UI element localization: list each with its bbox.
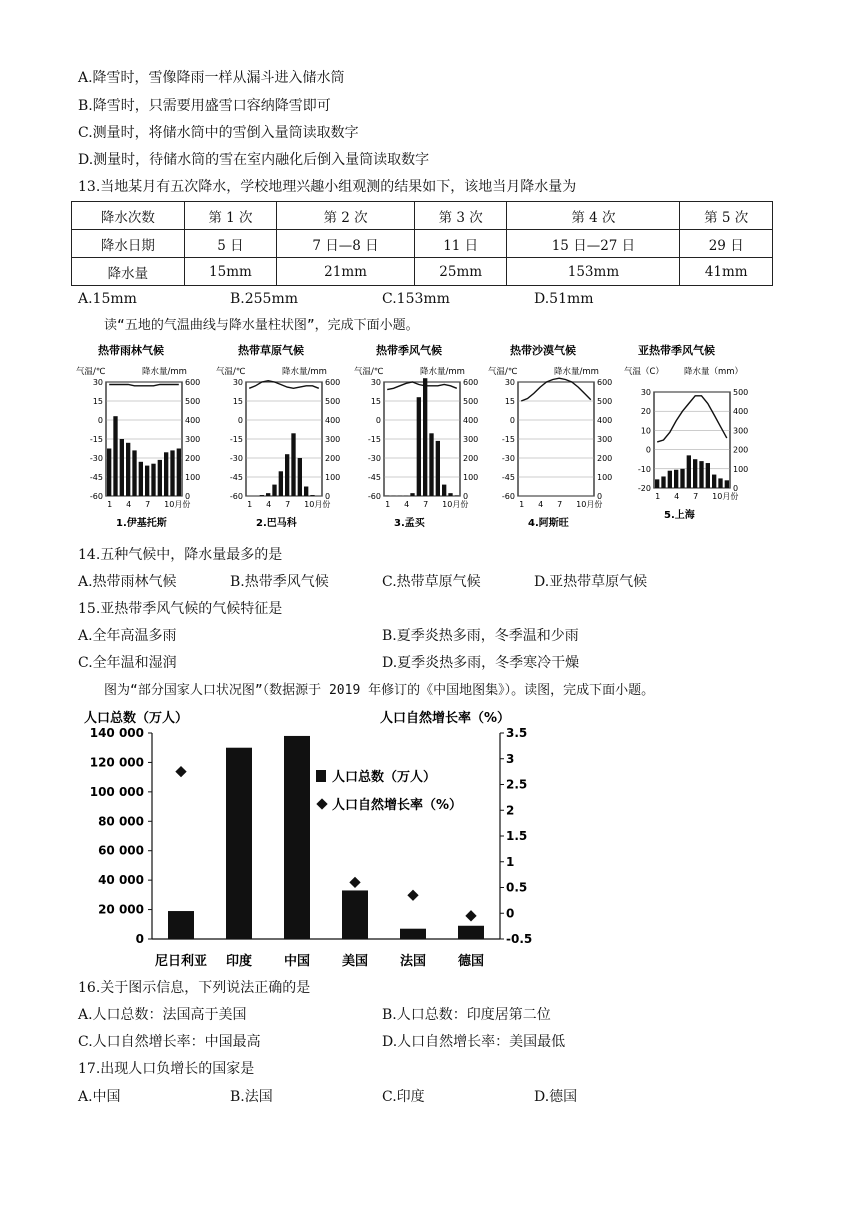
rain-bar [725,480,729,488]
temp-tick-label: -30 [229,454,243,463]
temp-axis-label: 气温（C） [624,367,664,377]
legend-bar-label: 人口总数（万人） [332,770,437,785]
category-label: 尼日利亚 [154,954,208,969]
rain-tick-label: 200 [325,454,341,463]
month-tick-label: 4 [126,500,132,509]
legend-bar-swatch [316,770,326,782]
month-tick-label: 10月份 [304,500,331,509]
rain-bar [304,487,308,497]
right-tick-label: 1.5 [506,829,528,843]
q13-stem: 13.当地某月有五次降水，学校地理兴趣小组观测的结果如下，该地当月降水量为 [78,179,577,195]
population-intro: 图为“部分国家人口状况图”（数据源于 2019 年修订的《中国地图集》）。读图，完成下面小题。 [104,683,655,698]
left-tick-label: 0 [135,932,144,946]
rain-tick-label: 400 [185,416,201,425]
rain-axis-label: 降水量/mm [282,367,327,377]
rain-bar [455,495,459,496]
rain-tick-label: 400 [325,416,341,425]
q14-option-d: D.亚热带草原气候 [534,574,648,590]
rain-bar [699,461,703,488]
q16-stem: 16.关于图示信息，下列说法正确的是 [78,980,311,996]
q17-option-b: B.法国 [230,1089,273,1105]
rain-bar [417,397,421,496]
left-axis-title: 人口总数（万人） [84,711,189,726]
right-tick-label: 0 [506,906,515,921]
rain-tick-label: 100 [733,464,749,474]
rain-bar [145,466,149,496]
climate-title: 热带雨林气候 [98,344,164,357]
rain-bar [272,485,276,496]
rain-axis-label: 降水量/mm [554,367,599,377]
rain-tick-label: 200 [597,454,613,463]
climate-panel [488,343,612,529]
temp-tick-label: 30 [232,378,243,387]
rain-bar [706,463,710,488]
table-cell: 29 日 [680,230,773,258]
q15-option-c: C.全年温和湿润 [78,655,177,671]
rain-tick-label: 400 [597,416,613,425]
q15-stem: 15.亚热带季风气候的气候特征是 [78,601,283,617]
q14-option-c: C.热带草原气候 [382,574,481,590]
table-cell: 降水次数 [72,202,185,230]
rain-tick-label: 500 [463,397,479,406]
table-cell: 第 5 次 [680,202,773,230]
category-label: 法国 [399,954,427,969]
rain-tick-label: 600 [185,378,201,387]
month-tick-label: 10月份 [576,500,603,509]
table-cell: 153mm [507,258,680,286]
table-cell: 21mm [277,258,415,286]
climate-caption: 4.阿斯旺 [528,518,569,529]
climate-caption: 3.孟买 [394,518,425,529]
month-tick-label: 10月份 [442,500,469,509]
temp-tick-label: -45 [501,473,515,482]
q16-option-a: A.人口总数：法国高于美国 [78,1007,247,1023]
q14-stem: 14.五种气候中，降水量最多的是 [78,547,283,563]
rain-tick-label: 600 [325,378,341,387]
left-tick-label: 140 000 [89,726,144,740]
temp-tick-label: 10 [640,426,651,436]
table-cell: 7 日—8 日 [277,230,415,258]
table-cell: 15mm [184,258,277,286]
table-cell: 第 1 次 [184,202,277,230]
left-tick-label: 40 000 [98,873,144,888]
table-cell: 降水日期 [72,230,185,258]
rain-bar [310,495,314,496]
population-bar [400,929,426,939]
rain-tick-label: 300 [733,426,749,436]
rainfall-table [71,201,773,286]
rain-bar [429,433,433,496]
temp-tick-label: -30 [367,454,381,463]
q13-option-a: A.15mm [78,291,137,307]
temp-tick-label: 30 [640,388,651,397]
month-tick-label: 10月份 [712,492,739,501]
month-tick-label: 7 [423,500,429,509]
month-tick-label: 1 [385,500,391,509]
temp-tick-label: 0 [645,445,651,455]
rain-axis-label: 降水量（mm） [684,367,744,377]
rain-bar [442,485,446,496]
temp-tick-label: 30 [92,378,103,387]
temp-tick-label: 0 [375,416,381,425]
climate-title: 热带季风气候 [376,344,442,357]
temp-tick-label: 0 [97,416,103,425]
rain-tick-label: 500 [185,397,201,406]
rain-bar [260,495,264,496]
q15-option-b: B.夏季炎热多雨，冬季温和少雨 [382,628,579,644]
rain-tick-label: 200 [463,454,479,463]
table-cell: 第 3 次 [414,202,507,230]
rain-tick-label: 100 [325,473,341,482]
rain-tick-label: 600 [463,378,479,387]
q17-option-c: C.印度 [382,1089,425,1105]
month-tick-label: 7 [693,492,699,501]
rain-bar [158,460,162,496]
rain-bar [410,493,414,496]
temp-tick-label: 15 [92,397,103,406]
climate-panel [76,343,200,529]
rain-tick-label: 0 [733,484,739,493]
temp-tick-label: -30 [501,454,515,463]
table-cell: 11 日 [414,230,507,258]
q17-option-d: D.德国 [534,1089,578,1105]
temp-tick-label: 15 [232,397,243,406]
rain-bar [164,452,168,496]
legend-diamond-label: 人口自然增长率（%） [332,798,463,813]
rain-tick-label: 400 [733,407,749,417]
temp-tick-label: -45 [367,473,381,482]
temp-tick-label: 30 [370,378,381,387]
growth-rate-point [175,766,186,777]
rain-tick-label: 100 [597,473,613,482]
legend-diamond-swatch [316,798,327,809]
table-cell: 5 日 [184,230,277,258]
month-tick-label: 10月份 [164,500,191,509]
temp-tick-label: -45 [229,473,243,482]
left-tick-label: 100 000 [89,784,144,799]
rain-bar [718,478,722,488]
climate-intro: 读“五地的气温曲线与降水量柱状图”，完成下面小题。 [104,318,419,333]
climate-charts [76,340,756,540]
rain-bar [693,459,697,488]
category-label: 德国 [457,954,485,969]
month-tick-label: 1 [247,500,253,509]
temp-axis-label: 气温/℃ [488,367,518,377]
rain-bar [668,471,672,488]
temp-tick-label: -15 [229,435,243,444]
table-row [72,202,773,230]
table-cell: 第 2 次 [277,202,415,230]
temp-tick-label: 0 [237,416,243,425]
left-tick-label: 60 000 [98,843,144,858]
rain-bar [177,449,181,497]
climate-title: 热带沙漠气候 [510,344,576,357]
rain-tick-label: 200 [185,454,201,463]
q15-option-d: D.夏季炎热多雨，冬季寒冷干燥 [382,655,580,671]
q12-option-a: A.降雪时，雪像降雨一样从漏斗进入储水筒 [78,70,345,86]
rain-tick-label: 500 [325,397,341,406]
climate-panel [354,343,478,529]
temp-axis-label: 气温/℃ [76,367,106,377]
temp-tick-label: -15 [89,435,103,444]
plot-frame [654,392,730,488]
table-cell: 25mm [414,258,507,286]
temp-tick-label: 20 [640,407,651,417]
rain-tick-label: 300 [463,435,479,444]
temp-tick-label: -60 [229,492,243,501]
temp-tick-label: -45 [89,473,103,482]
q12-option-b: B.降雪时，只需要用盛雪口容纳降雪即可 [78,98,331,114]
temp-axis-label: 气温/℃ [354,367,384,377]
temp-curve [109,385,179,386]
rain-tick-label: 300 [185,435,201,444]
month-tick-label: 4 [266,500,272,509]
rain-tick-label: 600 [597,378,613,387]
rain-tick-label: 0 [185,492,191,501]
population-bar [168,911,194,939]
rain-bar [674,470,678,488]
climate-title: 热带草原气候 [238,344,304,357]
category-label: 美国 [341,954,369,969]
climate-title: 亚热带季风气候 [638,344,715,357]
rain-bar [120,439,124,496]
rain-bar [687,455,691,488]
rain-bar [126,443,130,496]
right-tick-label: 2 [506,803,515,818]
temp-tick-label: -20 [637,484,651,493]
q14-option-b: B.热带季风气候 [230,574,329,590]
table-row [72,230,773,258]
rain-bar [680,469,684,488]
month-tick-label: 7 [285,500,291,509]
month-tick-label: 1 [107,500,113,509]
population-bar [284,736,310,939]
month-tick-label: 1 [519,500,525,509]
category-label: 印度 [225,954,253,969]
right-tick-label: -0.5 [506,932,533,946]
population-bar [226,748,252,939]
right-tick-label: 0.5 [506,880,528,895]
rain-tick-label: 100 [463,473,479,482]
rain-tick-label: 400 [463,416,479,425]
climate-caption: 5.上海 [664,510,695,521]
temp-curve [657,396,727,442]
rain-axis-label: 降水量/mm [142,367,187,377]
rain-tick-label: 500 [597,397,613,406]
q12-option-c: C.测量时，将储水筒中的雪倒入量筒读取数字 [78,125,359,141]
right-tick-label: 3.5 [506,726,528,740]
q13-option-d: D.51mm [534,291,594,307]
rain-tick-label: 300 [597,435,613,444]
growth-rate-point [349,877,360,888]
q16-option-d: D.人口自然增长率：美国最低 [382,1034,566,1050]
month-tick-label: 4 [674,492,680,501]
rain-tick-label: 500 [733,388,749,397]
q14-option-a: A.热带雨林气候 [78,574,177,590]
temp-tick-label: -30 [89,454,103,463]
climate-panel [624,343,748,521]
temp-tick-label: 0 [509,416,515,425]
rain-bar [279,471,283,496]
temp-tick-label: -60 [367,492,381,501]
right-axis-title: 人口自然增长率（%） [380,711,511,726]
temp-curve [387,382,457,390]
rain-bar [170,450,174,496]
table-cell: 15 日—27 日 [507,230,680,258]
rain-tick-label: 0 [463,492,469,501]
rain-bar [132,450,136,496]
growth-rate-point [407,890,418,901]
rain-tick-label: 100 [185,473,201,482]
month-tick-label: 4 [404,500,410,509]
rain-bar [298,458,302,496]
q13-option-c: C.153mm [382,291,450,307]
climate-caption: 2.巴马科 [256,518,297,529]
temp-axis-label: 气温/℃ [216,367,246,377]
temp-tick-label: -15 [367,435,381,444]
table-row [72,258,773,286]
rain-tick-label: 0 [325,492,331,501]
population-bar [458,926,484,939]
rain-bar [448,493,452,496]
rain-bar [151,464,155,496]
rain-bar [712,475,716,488]
population-bar [342,890,368,939]
category-label: 中国 [283,954,311,969]
rain-bar [655,479,659,488]
q17-stem: 17.出现人口负增长的国家是 [78,1061,255,1077]
climate-panel [216,343,340,529]
rain-bar [266,493,270,496]
temp-tick-label: 30 [504,378,515,387]
temp-tick-label: -60 [501,492,515,501]
month-tick-label: 1 [655,492,661,501]
table-cell: 41mm [680,258,773,286]
q17-option-a: A.中国 [78,1089,121,1105]
temp-tick-label: -10 [637,464,651,474]
rain-bar [139,462,143,496]
rain-bar [285,454,289,496]
climate-caption: 1.伊基托斯 [116,518,167,529]
month-tick-label: 7 [557,500,563,509]
q16-option-b: B.人口总数：印度居第二位 [382,1007,551,1023]
growth-rate-point [465,910,476,921]
rain-tick-label: 200 [733,445,749,455]
rain-bar [423,378,427,496]
right-tick-label: 1 [506,854,515,869]
q15-option-a: A.全年高温多雨 [78,628,177,644]
right-tick-label: 3 [506,751,515,766]
q16-option-c: C.人口自然增长率：中国最高 [78,1034,261,1050]
month-tick-label: 4 [538,500,544,509]
q12-option-d: D.测量时，待储水筒的雪在室内融化后倒入量筒读取数字 [78,152,430,168]
left-tick-label: 20 000 [98,902,144,917]
temp-tick-label: 15 [504,397,515,406]
rain-tick-label: 300 [325,435,341,444]
rain-bar [291,433,295,496]
rain-axis-label: 降水量/mm [420,367,465,377]
month-tick-label: 7 [145,500,151,509]
rain-bar [113,416,117,496]
temp-tick-label: -15 [501,435,515,444]
temp-tick-label: 15 [370,397,381,406]
left-tick-label: 80 000 [98,814,144,829]
rain-bar [436,441,440,496]
right-tick-label: 2.5 [506,777,528,792]
table-cell: 降水量 [72,258,185,286]
table-cell: 第 4 次 [507,202,680,230]
temp-tick-label: -60 [89,492,103,501]
rain-bar [107,449,111,497]
left-tick-label: 120 000 [89,755,144,770]
rain-tick-label: 0 [597,492,603,501]
population-chart [80,704,540,974]
rain-bar [661,476,665,488]
q13-option-b: B.255mm [230,291,299,307]
